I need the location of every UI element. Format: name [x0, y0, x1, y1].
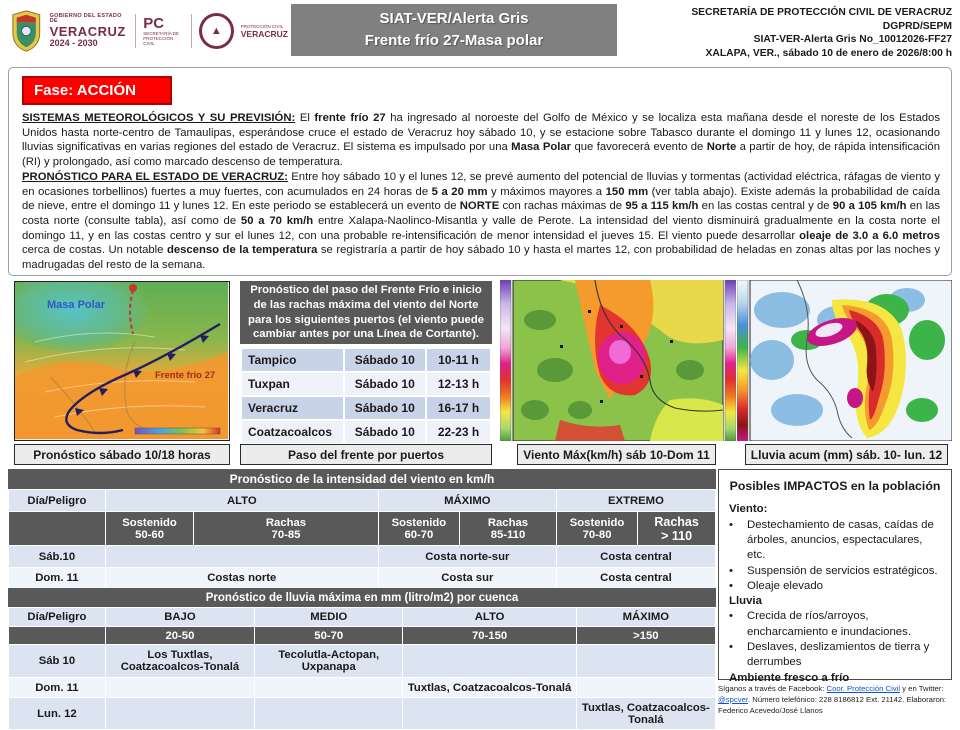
impacts-viento-bullet-2: • Suspensión de servicios estratégicos.	[729, 564, 941, 579]
impacts-viento-bullet-3: • Oleaje elevado	[729, 579, 941, 594]
bullet-icon: •	[729, 564, 733, 577]
rain-table	[8, 607, 716, 730]
synoptic-map-image	[14, 281, 230, 441]
issuer-line4: XALAPA, VER., sábado 10 de enero de 2026/8:00 h	[705, 47, 952, 59]
rain-row-dom-alto: Tuxtlas, Coatzacoalcos-Tonalá	[403, 678, 576, 698]
impacts-viento-bullet-1: • Destechamiento de casas, caídas de árboles, anuncios, espectaculares, etc.	[729, 518, 941, 564]
wind-sub-alto-rachas: Rachas 70-85	[194, 512, 379, 546]
rain-map-caption: Lluvia acum (mm) sáb. 10- lun. 12	[745, 444, 948, 465]
impacts-title: Posibles IMPACTOS en la población	[729, 479, 941, 493]
port-time: 22-23 h	[426, 420, 491, 444]
impacts-lluvia-bullet-1: • Crecida de ríos/arroyos, encharcamiento e inundaciones.	[729, 609, 941, 640]
frente-frio-label: Frente frio 27	[155, 370, 216, 381]
port-time: 10-11 h	[426, 348, 491, 372]
impacts-lluvia-head: Lluvia	[729, 595, 762, 608]
bulletin-title-banner	[291, 4, 617, 56]
rain-row-sab-medio: Tecolutla-Actopan, Uxpanapa	[255, 645, 403, 678]
port-name: Tampico	[241, 348, 344, 372]
masa-polar-label: Masa Polar	[47, 299, 106, 311]
rain-row-sab-maximo	[576, 645, 715, 678]
port-name: Veracruz	[241, 396, 344, 420]
wind-group-extremo: EXTREMO	[556, 490, 715, 512]
wind-group-alto: ALTO	[105, 490, 378, 512]
logo-divider	[135, 14, 136, 48]
wind-map-caption: Viento Máx(km/h) sáb 10-Dom 11	[517, 444, 716, 465]
rain-col-maximo: MÁXIMO	[576, 608, 715, 627]
rain-col-day: Día/Peligro	[9, 608, 106, 627]
wind-row-sab-extremo: Costa central	[556, 546, 715, 568]
phase-badge: Fase: ACCIÓN	[22, 76, 172, 105]
port-name: Coatzacoalcos	[241, 420, 344, 444]
footer-mid: y en Twitter:	[900, 684, 944, 693]
wind-row-sab-alto	[105, 546, 378, 568]
bullet-icon: •	[729, 579, 733, 592]
issuer-info	[618, 6, 952, 60]
rain-row-lun-maximo: Tuxtlas, Coatzacoalcos-Tonalá	[576, 698, 715, 730]
wind-sub-empty	[9, 512, 106, 546]
footer-pre: Síganos a través de Facebook:	[718, 684, 827, 693]
bullet-icon: •	[729, 641, 733, 653]
wind-row-sab-maximo: Costa norte-sur	[378, 546, 556, 568]
rain-col-alto: ALTO	[403, 608, 576, 627]
state-forecast-paragraph: PRONÓSTICO PARA EL ESTADO DE VERACRUZ: Entre hoy sábado 10 y el lunes 12, se prevé aumento del potencial de lluvias y tormentas (actividad eléctrica, ráfagas de viento y en ocasiones torbellinos) fuertes a muy fuertes, con acumulados en 24 horas de 5 a 20 mm y máximos mayores a 150 mm (ver tabla abajo). Existe además la probabilidad de caída de nieve, entre el domingo 11 y lunes 12. En este periodo se establecerá un evento de NORTE con rachas máximas de 95 a 115 km/h en las costas central y de 90 a 105 km/h en las costa norte (consulte tabla), así como de 50 a 70 km/h entre Xalapa-Naolinco-Misantla y valle de Perote. La intensidad del viento disminuirá gradualmente en la costa norte el domingo 11, y en las costas centro y sur el lunes 12, con una probable re-intensificación de menor intensidad el jueves 15. El viento puede desarrollar oleaje de 3.0 a 6.0 metros cerca de costas. Un notable descenso de la temperatura se registraría a partir de hoy sábado 10 y hasta el martes 12, con probabilidad de heladas en zonas altas por las noches y madrugadas del resto de la semana.	[22, 170, 941, 272]
impacts-ambiente: Ambiente fresco a frío	[729, 671, 850, 684]
pc-logo-sub1: SECRETARÍA DE	[143, 30, 179, 36]
wind-group-maximo: MÁXIMO	[378, 490, 556, 512]
proteccion-civil-round-logo-icon: ▲	[199, 13, 234, 49]
rain-row-lun-alto	[403, 698, 576, 730]
rain-range-maximo: >150	[576, 627, 715, 645]
ports-row-veracruz	[241, 396, 491, 420]
bullet-icon: •	[729, 610, 733, 623]
gov-logo-text	[50, 14, 129, 49]
ports-table	[240, 347, 492, 445]
impacts-panel	[718, 469, 952, 684]
gov-line1: GOBIERNO DEL ESTADO DE	[49, 12, 122, 25]
wind-max-map-image	[500, 280, 736, 441]
pc-logo-text: PC	[143, 14, 165, 32]
rain-row-dom-bajo	[105, 678, 254, 698]
logo-divider-2	[191, 14, 192, 48]
rain-range-bajo: 20-50	[105, 627, 254, 645]
rain-row-sab-alto	[403, 645, 576, 678]
rain-row-sab-bajo: Los Tuxtlas, Coatzacoalcos-Tonalá	[105, 645, 254, 678]
wind-sub-ext-sostenido: Sostenido 70-80	[556, 512, 637, 546]
ports-row-coatzacoalcos	[241, 420, 491, 444]
header-logos	[10, 4, 288, 58]
pc-ver-line1: PROTECCIÓN CIVIL	[240, 23, 284, 29]
synoptic-map-caption: Pronóstico sábado 10/18 horas	[14, 444, 230, 465]
rain-row-lun-day: Lun. 12	[9, 698, 106, 730]
wind-row-sab-day: Sáb.10	[9, 546, 106, 568]
wind-sub-max-rachas: Rachas 85-110	[460, 512, 557, 546]
port-time: 12-13 h	[426, 372, 491, 396]
pc-logo	[143, 16, 184, 47]
issuer-line1: SECRETARÍA DE PROTECCIÓN CIVIL DE VERACRUZ	[691, 7, 952, 18]
rain-row-dom-medio	[255, 678, 403, 698]
rain-col-bajo: BAJO	[105, 608, 254, 627]
rain-accum-map-image	[737, 280, 952, 441]
forecast-paragraphs	[22, 111, 940, 273]
ports-row-tuxpan	[241, 372, 491, 396]
bulletin-title-line1: SIAT-VER/Alerta Gris	[379, 9, 529, 27]
wind-row-dom-maximo: Costa sur	[378, 568, 556, 589]
bulletin-title-line2: Frente frío 27-Masa polar	[364, 32, 544, 49]
facebook-link[interactable]: Coor. Protección Civil	[826, 684, 901, 693]
port-day: Sábado 10	[344, 420, 427, 444]
wind-row-dom-extremo: Costa central	[556, 568, 715, 589]
wind-table	[8, 489, 716, 589]
ports-row-tampico	[241, 348, 491, 372]
wind-table-title: Pronóstico de la intensidad del viento en km/h	[8, 469, 716, 489]
issuer-line3: SIAT-VER-Alerta Gris No_10012026-FF27	[753, 34, 952, 46]
ports-table-header: Pronóstico del paso del Frente Frío e inicio de las rachas máxima del viento del Norte para los siguientes puertos (el viento puede cambiar antes por una Línea de Cortante).	[240, 281, 492, 344]
footer-post: . Número telefónico: 228 8186812 Ext. 21142. Elaboraron: Federico Acevedo/José Llanos	[718, 694, 947, 715]
rain-row-sab-day: Sáb 10	[9, 645, 106, 678]
rain-row-dom-day: Dom. 11	[9, 678, 106, 698]
port-name: Tuxpan	[241, 372, 344, 396]
gov-line3: 2024 - 2030	[49, 37, 98, 48]
port-day: Sábado 10	[344, 372, 427, 396]
twitter-link[interactable]: @spcver	[718, 694, 749, 704]
bullet-icon: •	[729, 518, 733, 531]
rain-table-title: Pronóstico de lluvia máxima en mm (litro/m2) por cuenca	[8, 588, 716, 607]
wind-sub-ext-rachas: Rachas > 110	[638, 512, 716, 546]
pc-veracruz-logo-text	[241, 24, 288, 39]
rain-row-lun-bajo	[105, 698, 254, 730]
systems-paragraph: SISTEMAS METEOROLÓGICOS Y SU PREVISIÓN: El frente frío 27 ha ingresado al noroeste del Golfo de México y se localiza esta mañana desde el noreste de los Estados Unidos hasta norte-centro de Tamaulipas, esperándose cruce el estado de Veracruz hoy sábado 10, y se estacione sobre Tabasco durante el domingo 11 y lunes 12, ocasionando lluvias significativas en varias regiones del estado de Veracruz. El sistema es impulsado por una Masa Polar que favorecerá evento de Norte a partir de hoy, de rápida intensificación (RI) y prolongado, así como marcado descenso de temperatura.	[22, 112, 940, 169]
port-day: Sábado 10	[344, 348, 427, 372]
footer-contact	[718, 684, 956, 716]
wind-sub-max-sostenido: Sostenido 60-70	[378, 512, 459, 546]
wind-row-dom-day: Dom. 11	[9, 568, 106, 589]
rain-row-dom-maximo	[576, 678, 715, 698]
rain-range-medio: 50-70	[255, 627, 403, 645]
wind-row-dom-alto: Costas norte	[105, 568, 378, 589]
gov-line2: VERACRUZ	[49, 24, 126, 40]
wind-sub-alto-sostenido: Sostenido 50-60	[105, 512, 193, 546]
pc-ver-line2: VERACRUZ	[240, 28, 288, 39]
rain-row-lun-medio	[255, 698, 403, 730]
rain-range-empty	[9, 627, 106, 645]
wind-col-day: Día/Peligro	[9, 490, 106, 512]
impacts-viento-head: Viento:	[729, 503, 768, 516]
port-day: Sábado 10	[344, 396, 427, 420]
rain-col-medio: MEDIO	[255, 608, 403, 627]
port-time: 16-17 h	[426, 396, 491, 420]
rain-range-alto: 70-150	[403, 627, 576, 645]
veracruz-shield-logo-icon	[10, 9, 43, 53]
ports-caption: Paso del frente por puertos	[240, 444, 492, 465]
issuer-line2: DGPRD/SEPM	[882, 20, 952, 32]
impacts-lluvia-bullet-2: • Deslaves, deslizamientos de tierra y derrumbes	[729, 640, 941, 671]
pc-logo-sub2: PROTECCIÓN CIVIL	[143, 35, 174, 47]
